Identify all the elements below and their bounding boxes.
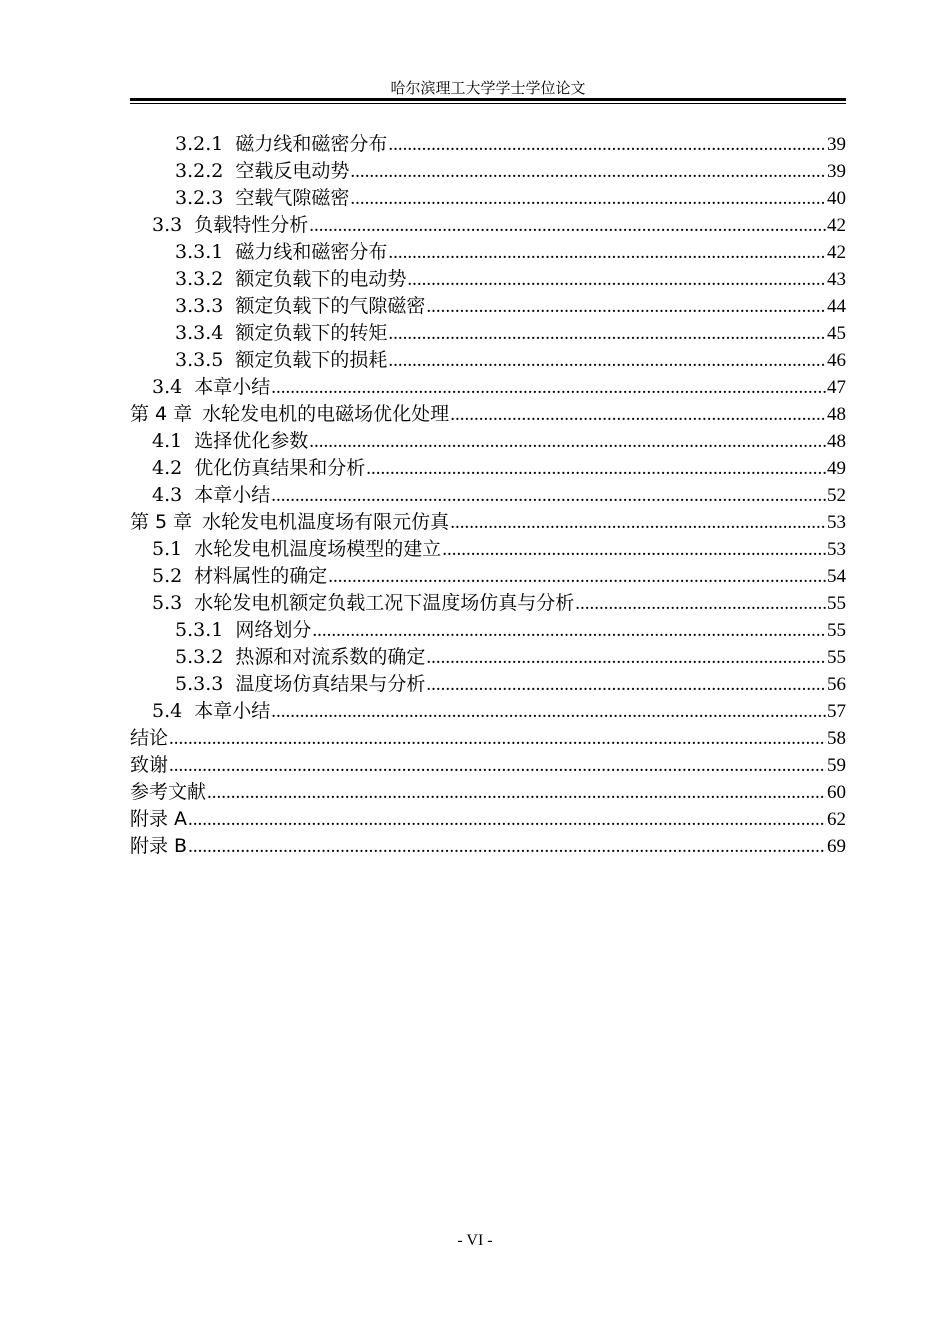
- toc-entry-number: 5.2: [152, 565, 183, 587]
- toc-entry-title: 本章小结: [194, 700, 271, 722]
- toc-entry-title: 附录 B: [130, 835, 188, 857]
- toc-dot-leader: [350, 185, 826, 212]
- toc-dot-leader: [450, 509, 826, 536]
- toc-entry-page: 53: [827, 512, 846, 533]
- toc-dot-leader: [312, 617, 826, 644]
- toc-entry-page: 46: [827, 350, 846, 371]
- toc-entry-title: 材料属性的确定: [194, 565, 328, 587]
- toc-entry[interactable]: [130, 185, 846, 212]
- toc-dot-leader: [328, 563, 826, 590]
- toc-entry-page: 55: [827, 647, 846, 668]
- toc-entry-number: 5.1: [152, 538, 183, 560]
- toc-entry-number: 5.3: [152, 592, 183, 614]
- toc-entry-number: 第 5 章: [130, 511, 193, 533]
- toc-entry-number: 4.3: [152, 484, 183, 506]
- toc-entry-page: 55: [827, 593, 846, 614]
- toc-entry-number: 4.2: [152, 457, 183, 479]
- toc-entry[interactable]: [130, 158, 846, 185]
- toc-entry[interactable]: [130, 239, 846, 266]
- toc-entry-page: 42: [827, 242, 846, 263]
- toc-entry[interactable]: [130, 806, 846, 833]
- toc-entry-number: 3.4: [152, 376, 183, 398]
- toc-entry-title: 水轮发电机的电磁场优化处理: [202, 403, 450, 425]
- toc-dot-leader: [407, 266, 826, 293]
- toc-entry-number: 4.1: [152, 430, 183, 452]
- toc-entry-page: 48: [827, 404, 846, 425]
- toc-entry-title: 优化仿真结果和分析: [194, 457, 366, 479]
- toc-entry-title: 水轮发电机温度场模型的建立: [194, 538, 442, 560]
- toc-dot-leader: [350, 158, 826, 185]
- header-rule-thick: [130, 98, 846, 101]
- toc-entry-page: 58: [827, 728, 846, 749]
- toc-entry-page: 43: [827, 269, 846, 290]
- toc-entry-page: 40: [827, 188, 846, 209]
- toc-entry-page: 47: [827, 377, 846, 398]
- toc-entry-page: 55: [827, 620, 846, 641]
- toc-entry-page: 53: [827, 539, 846, 560]
- toc-entry[interactable]: [130, 320, 846, 347]
- toc-entry-number: 3.2.3: [175, 187, 224, 209]
- toc-entry-number: 5.3.1: [175, 619, 224, 641]
- toc-entry[interactable]: [130, 590, 846, 617]
- toc-entry[interactable]: [130, 644, 846, 671]
- toc-entry-page: 49: [827, 458, 846, 479]
- toc-entry[interactable]: [130, 482, 846, 509]
- toc-dot-leader: [388, 131, 826, 158]
- toc-dot-leader: [426, 644, 826, 671]
- toc-entry-page: 45: [827, 323, 846, 344]
- toc-entry-page: 52: [827, 485, 846, 506]
- toc-entry-number: 5.4: [152, 700, 183, 722]
- toc-entry-number: 第 4 章: [130, 403, 193, 425]
- toc-entry-page: 60: [827, 782, 846, 803]
- toc-entry-title: 空载气隙磁密: [235, 187, 350, 209]
- toc-dot-leader: [442, 536, 826, 563]
- toc-entry-title: 选择优化参数: [194, 430, 309, 452]
- toc-entry[interactable]: [130, 698, 846, 725]
- toc-entry[interactable]: [130, 347, 846, 374]
- toc-entry-title: 结论: [130, 727, 169, 749]
- toc-entry-page: 56: [827, 674, 846, 695]
- toc-dot-leader: [271, 374, 826, 401]
- toc-entry[interactable]: [130, 536, 846, 563]
- toc-entry-number: 3.3.2: [175, 268, 224, 290]
- toc-dot-leader: [309, 428, 826, 455]
- toc-entry[interactable]: [130, 374, 846, 401]
- toc-entry-number: 3.3: [152, 214, 183, 236]
- header-rule-thin: [130, 103, 846, 104]
- toc-dot-leader: [388, 320, 826, 347]
- toc-entry-number: 3.3.3: [175, 295, 224, 317]
- toc-entry-title: 空载反电动势: [235, 160, 350, 182]
- toc-entry-page: 39: [827, 161, 846, 182]
- toc-entry[interactable]: [130, 455, 846, 482]
- toc-entry-title: 额定负载下的转矩: [235, 322, 388, 344]
- toc-entry[interactable]: [130, 779, 846, 806]
- toc-dot-leader: [388, 347, 826, 374]
- toc-entry-title: 温度场仿真结果与分析: [235, 673, 426, 695]
- toc-entry[interactable]: [130, 293, 846, 320]
- toc-entry-number: 5.3.3: [175, 673, 224, 695]
- toc-entry-title: 磁力线和磁密分布: [235, 241, 388, 263]
- toc-entry[interactable]: [130, 725, 846, 752]
- toc-entry[interactable]: [130, 401, 846, 428]
- toc-entry[interactable]: [130, 428, 846, 455]
- toc-entry[interactable]: [130, 833, 846, 860]
- toc-entry[interactable]: [130, 509, 846, 536]
- toc-dot-leader: [309, 212, 826, 239]
- toc-dot-leader: [426, 293, 826, 320]
- toc-entry-title: 额定负载下的损耗: [235, 349, 388, 371]
- toc-dot-leader: [188, 833, 826, 860]
- toc-dot-leader: [575, 590, 826, 617]
- toc-entry-number: 3.3.5: [175, 349, 224, 371]
- toc-entry[interactable]: [130, 617, 846, 644]
- toc-entry-number: 3.2.2: [175, 160, 224, 182]
- toc-entry-title: 本章小结: [194, 376, 271, 398]
- toc-entry-title: 参考文献: [130, 781, 207, 803]
- running-header: 哈尔滨理工大学学士学位论文: [390, 79, 586, 97]
- toc-entry-title: 网络划分: [235, 619, 312, 641]
- toc-dot-leader: [271, 698, 826, 725]
- toc-entry-title: 致谢: [130, 754, 169, 776]
- toc-dot-leader: [188, 806, 826, 833]
- table-of-contents: [130, 131, 846, 860]
- toc-entry-page: 44: [827, 296, 846, 317]
- toc-entry-number: 3.3.1: [175, 241, 224, 263]
- toc-entry-number: 3.2.1: [175, 133, 224, 155]
- toc-dot-leader: [207, 779, 826, 806]
- toc-entry-page: 57: [827, 701, 846, 722]
- toc-entry-page: 62: [827, 809, 846, 830]
- toc-entry-title: 热源和对流系数的确定: [235, 646, 426, 668]
- toc-entry[interactable]: [130, 212, 846, 239]
- toc-dot-leader: [388, 239, 826, 266]
- toc-entry-title: 磁力线和磁密分布: [235, 133, 388, 155]
- toc-dot-leader: [169, 752, 826, 779]
- toc-dot-leader: [426, 671, 826, 698]
- toc-dot-leader: [366, 455, 826, 482]
- toc-entry-title: 负载特性分析: [194, 214, 309, 236]
- toc-entry-title: 额定负载下的气隙磁密: [235, 295, 426, 317]
- toc-entry-page: 48: [827, 431, 846, 452]
- toc-entry-number: 3.3.4: [175, 322, 224, 344]
- toc-entry-page: 54: [827, 566, 846, 587]
- toc-dot-leader: [169, 725, 826, 752]
- toc-entry-title: 水轮发电机额定负载工况下温度场仿真与分析: [194, 592, 575, 614]
- toc-entry-title: 额定负载下的电动势: [235, 268, 407, 290]
- toc-entry[interactable]: [130, 266, 846, 293]
- toc-entry-title: 本章小结: [194, 484, 271, 506]
- toc-entry-page: 42: [827, 215, 846, 236]
- toc-entry[interactable]: [130, 131, 846, 158]
- toc-entry[interactable]: [130, 752, 846, 779]
- toc-entry-page: 59: [827, 755, 846, 776]
- toc-entry-page: 39: [827, 134, 846, 155]
- toc-entry-title: 附录 A: [130, 808, 188, 830]
- toc-entry-page: 69: [827, 836, 846, 857]
- toc-dot-leader: [271, 482, 826, 509]
- toc-entry-number: 5.3.2: [175, 646, 224, 668]
- page-number: - VI -: [457, 1232, 493, 1249]
- toc-entry[interactable]: [130, 563, 846, 590]
- toc-entry-title: 水轮发电机温度场有限元仿真: [202, 511, 450, 533]
- toc-dot-leader: [450, 401, 826, 428]
- toc-entry[interactable]: [130, 671, 846, 698]
